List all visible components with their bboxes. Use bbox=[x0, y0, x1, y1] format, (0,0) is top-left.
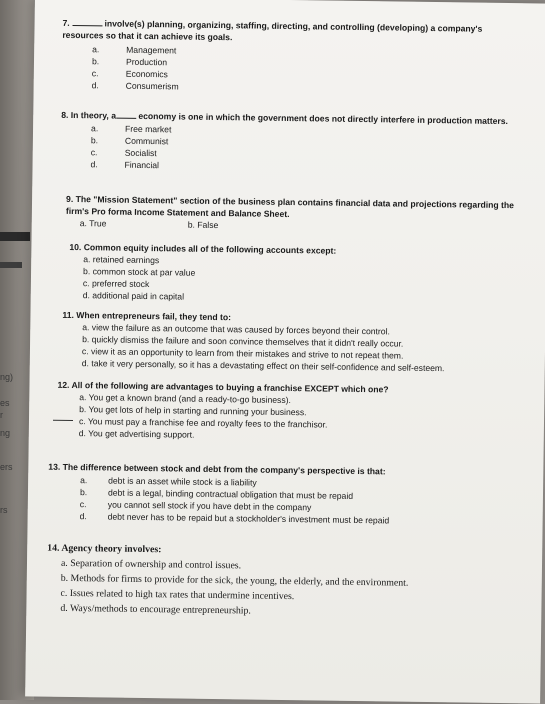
question-12-stem: 12. All of the following are advantages to buying a franchise EXCEPT which one? bbox=[57, 379, 389, 395]
question-13-stem: 13. The difference between stock and debt from the company's perspective is that: bbox=[48, 461, 386, 477]
option-c: c. You must pay a franchise fee and royalty fees to the franchisor. bbox=[79, 415, 527, 433]
side-fragment: ng bbox=[0, 428, 11, 438]
question-8-stem: 8. In theory, a economy is one in which the government does not directly interfere in production matters. bbox=[61, 109, 509, 127]
answer-mark bbox=[53, 420, 73, 421]
question-number: 7. bbox=[62, 17, 70, 28]
question-11 bbox=[62, 309, 533, 376]
option-b: b. quickly dismiss the failure and soon convince themselves that it didn't really occur. bbox=[82, 334, 404, 349]
question-7-stem bbox=[62, 17, 482, 47]
option-c: c. Issues related to high tax rates that undermine incentives. bbox=[60, 587, 295, 603]
option-a: a. Management bbox=[92, 44, 177, 56]
question-10-stem: 10. Common equity includes all of the following accounts except: bbox=[69, 241, 337, 256]
side-fragment: es bbox=[0, 398, 10, 408]
option-b: b. common stock at par value bbox=[83, 266, 196, 278]
question-8 bbox=[60, 109, 531, 177]
question-12 bbox=[57, 379, 528, 446]
side-fragment: ers bbox=[0, 462, 13, 472]
question-14 bbox=[46, 541, 517, 623]
answer-blank bbox=[116, 110, 136, 119]
option-b: b. Methods for firms to provide for the sick, the young, the elderly, and the environment. bbox=[60, 572, 409, 589]
option-b: b. You get lots of help in starting and running your business. bbox=[79, 404, 307, 418]
option-d: d. debt never has to be repaid but a stockholder's investment must be repaid bbox=[79, 511, 390, 526]
option-c: c. view it as an opportunity to learn from their mistakes and strive to not repeat them. bbox=[81, 346, 404, 361]
side-strip bbox=[0, 262, 22, 268]
option-a: a. debt is an asset while stock is a liability bbox=[80, 475, 257, 488]
question-7 bbox=[62, 17, 483, 97]
option-d: d. take it very personally, so it has a devastating effect on their self-confidence and self-esteem. bbox=[81, 358, 445, 374]
option-c: c. preferred stock bbox=[82, 278, 150, 290]
option-b: b. debt is a legal, binding contractual obligation that must be repaid bbox=[79, 487, 354, 501]
side-fragment: r bbox=[0, 410, 3, 420]
option-a: a. You get a known brand (and a ready-to-go business). bbox=[79, 392, 292, 406]
side-fragment: ng) bbox=[0, 372, 14, 382]
option-d: d. Consumerism bbox=[91, 80, 179, 92]
side-strip bbox=[0, 232, 30, 241]
option-d: d. Ways/methods to encourage entrepreneurship. bbox=[60, 602, 251, 617]
option-c: c. you cannot sell stock if you have debt in the company bbox=[79, 499, 312, 513]
question-7-text: involve(s) planning, organizing, staffing, directing, and controlling (developing) a company's resources so that it can achieve its goals. bbox=[62, 18, 483, 43]
option-d: d. Financial bbox=[90, 159, 160, 171]
answer-blank bbox=[72, 17, 102, 26]
question-10 bbox=[69, 241, 510, 307]
question-14-stem: 14. Agency theory involves: bbox=[47, 542, 162, 556]
option-b: b. Communist bbox=[90, 135, 169, 147]
option-a: a. view the failure as an outcome that was caused by forces beyond their control. bbox=[82, 322, 390, 337]
option-d: d. You get advertising support. bbox=[78, 428, 195, 440]
option-c: c. Socialist bbox=[90, 147, 157, 159]
option-a: a. True bbox=[79, 218, 107, 229]
option-a: a. Separation of ownership and control issues. bbox=[60, 557, 242, 572]
question-13 bbox=[48, 461, 519, 529]
question-9-stem: 9. The "Mission Statement" section of the business plan contains financial data and projections regarding the firm's Pro forma Income Statement and Balance Sheet. bbox=[65, 193, 515, 220]
option-d: d. additional paid in capital bbox=[82, 290, 185, 302]
option-a: a. Free market bbox=[91, 123, 172, 135]
worksheet-page bbox=[25, 0, 545, 704]
option-b: b. Production bbox=[91, 56, 168, 68]
option-a: a. retained earnings bbox=[83, 254, 160, 266]
option-b: b. False bbox=[187, 219, 219, 231]
question-9 bbox=[66, 193, 536, 236]
question-11-stem: 11. When entrepreneurs fail, they tend to: bbox=[62, 309, 232, 323]
option-c: c. Economics bbox=[91, 68, 168, 80]
side-fragment: rs bbox=[0, 505, 8, 515]
